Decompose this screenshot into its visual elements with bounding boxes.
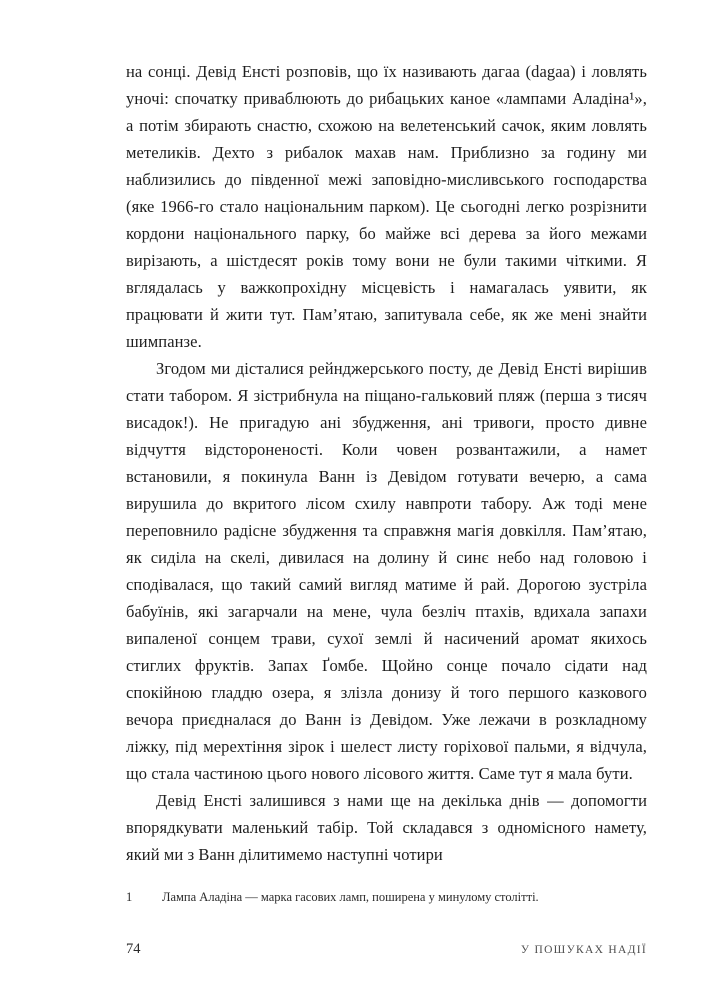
body-text (126, 58, 647, 868)
footnote (126, 889, 647, 906)
paragraph: Згодом ми дісталися рейнджерського посту, де Девід Енсті вирішив стати табором. Я зістрибнула на піщано-гальковий пляж (перша з тисяч висадок!). Не пригадую ані збудження, ані тривоги, просто дивне відчуття відстороненості. Коли човен розвантажили, а намет встановили, я покинула Ванн із Девідом готувати вечерю, а сама вирушила до вкритого лісом схилу навпроти табору. Аж тоді мене переповнило радісне збудження та справжня магія довкілля. Пам’ятаю, як сиділа на скелі, дивилася на долину й синє небо над головою і сподівалася, що такий самий вигляд матиме й рай. Дорогою зустріла бабуїнів, які загарчали на мене, чула безліч птахів, вдихала запахи випаленої сонцем трави, сухої землі й насичений аромат якихось стиглих фруктів. Запах Ґомбе. Щойно сонце почало сідати над спокійною гладдю озера, я злізла донизу й того першого казкового вечора приєдналася до Ванн із Девідом. Уже лежачи в розкладному ліжку, під мерехтіння зірок і шелест листу горіхової пальми, я відчула, що стала частиною цього нового лісового життя. Саме тут я мала бути. (126, 359, 647, 783)
page-footer (126, 941, 647, 958)
footnote-number: 1 (126, 890, 133, 904)
paragraph: Девід Енсті залишився з нами ще на декілька днів — допомогти впорядкувати маленький табір. Той складався з одномісного намету, який ми з Ванн ділитимемо наступні чотири (126, 791, 647, 864)
page-number: 74 (126, 941, 141, 957)
running-title: У ПОШУКАХ НАДІЇ (520, 944, 647, 956)
footnote-gap (140, 889, 162, 906)
paragraph-continuation: на сонці. Девід Енсті розповів, що їх називають дагаа (dagaa) і ловлять уночі: спочатку приваблюють до рибацьких каное «лампами Аладіна¹», а потім збирають снастю, схожою на велетенський сачок, яким ловлять метеликів. Дехто з рибалок махав нам. Приблизно за годину ми наблизились до південної межі заповідно-мисливського господарства (яке 1966-го стало національним парком). Це сьогодні легко розрізнити кордони національного парку, бо майже всі дерева за його межами вирізають, а шістдесят років тому вони не були такими чіткими. Я вглядалась у важкопрохідну місцевість і намагалась уявити, як працювати й жити тут. Пам’ятаю, запитувала себе, як же мені знайти шимпанзе. (126, 62, 647, 351)
footnote-text: Лампа Аладіна — марка гасових ламп, поширена у минулому столітті. (162, 890, 539, 904)
